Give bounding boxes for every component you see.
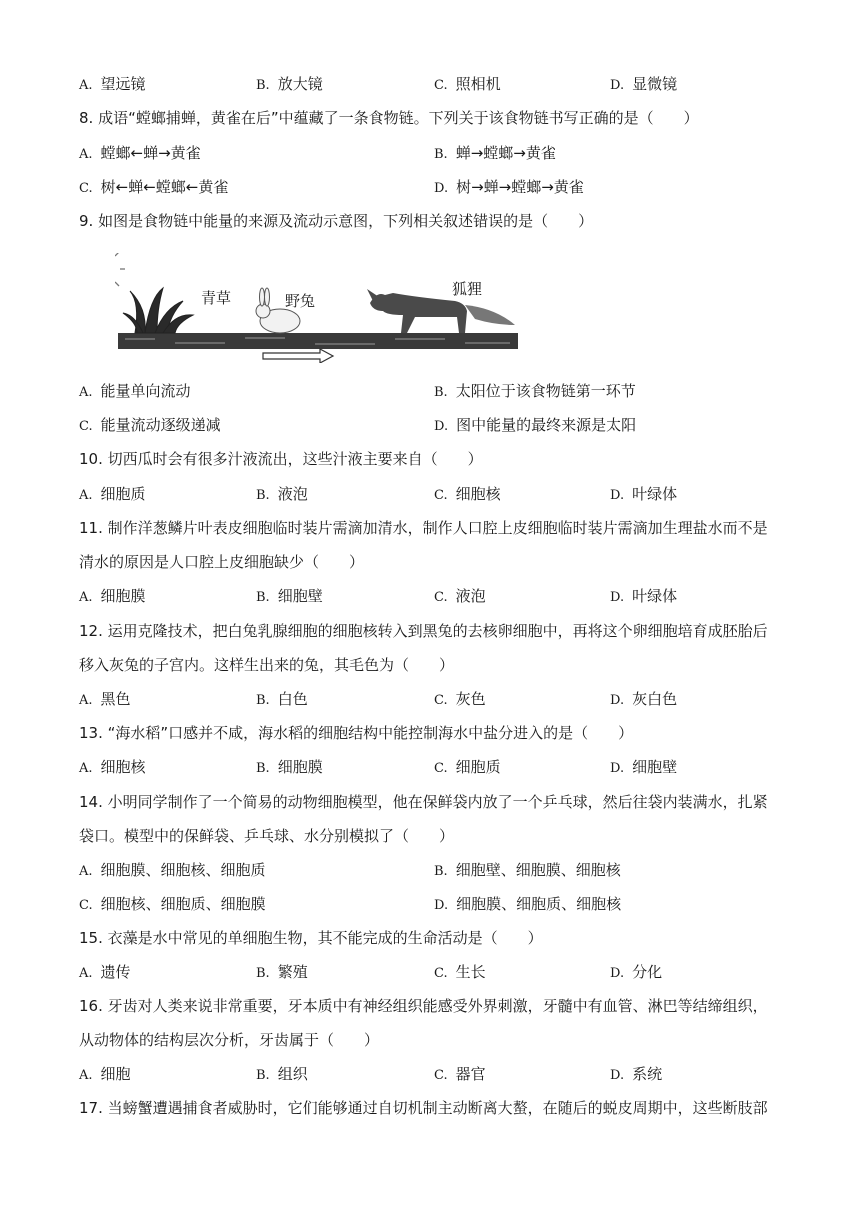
q10-option-b[interactable]: B. 液泡 <box>256 485 308 503</box>
q13-option-b[interactable]: B. 细胞膜 <box>256 758 323 776</box>
label-fox: 狐狸 <box>452 280 483 298</box>
q11-option-c[interactable]: C. 液泡 <box>434 587 486 605</box>
q9-option-d[interactable]: D. 图中能量的最终来源是太阳 <box>434 416 637 434</box>
q16-option-c[interactable]: C. 器官 <box>434 1065 486 1083</box>
label-rabbit: 野兔 <box>285 292 316 310</box>
q7-option-b[interactable]: B. 放大镜 <box>256 75 323 93</box>
q16-option-b[interactable]: B. 组织 <box>256 1065 308 1083</box>
food-chain-figure <box>115 253 520 363</box>
q11-stem-line1: 11. 制作洋葱鳞片叶表皮细胞临时装片需滴加清水，制作人口腔上皮细胞临时装片需滴加生理盐水而不是 <box>79 519 768 537</box>
q9-option-a[interactable]: A. 能量单向流动 <box>79 382 191 400</box>
q7-option-c[interactable]: C. 照相机 <box>434 75 501 93</box>
q10-stem: 10. 切西瓜时会有很多汁液流出，这些汁液主要来自（ ） <box>79 450 483 468</box>
fox-figure <box>367 289 515 333</box>
q13-option-d[interactable]: D. 细胞壁 <box>610 758 678 776</box>
grass-plant <box>123 288 193 333</box>
energy-flow-arrow-icon <box>263 349 333 363</box>
q8-option-d[interactable]: D. 树→蝉→螳螂→黄雀 <box>434 178 584 196</box>
q9-option-c[interactable]: C. 能量流动逐级递减 <box>79 416 221 434</box>
q8-option-a[interactable]: A. 螳螂←蝉→黄雀 <box>79 144 201 162</box>
q11-option-b[interactable]: B. 细胞壁 <box>256 587 323 605</box>
q7-option-a[interactable]: A. 望远镜 <box>79 75 146 93</box>
q11-option-a[interactable]: A. 细胞膜 <box>79 587 146 605</box>
q16-option-a[interactable]: A. 细胞 <box>79 1065 131 1083</box>
q13-option-c[interactable]: C. 细胞质 <box>434 758 501 776</box>
q8-stem: 8. 成语“螳螂捕蝉，黄雀在后”中蕴藏了一条食物链。下列关于该食物链书写正确的是（ ） <box>79 109 699 127</box>
q12-stem-line1: 12. 运用克隆技术，把白兔乳腺细胞的细胞核转入到黑兔的去核卵细胞中，再将这个卵细胞培育成胚胎后 <box>79 622 768 640</box>
q8-option-c[interactable]: C. 树←蝉←螳螂←黄雀 <box>79 178 229 196</box>
q10-option-c[interactable]: C. 细胞核 <box>434 485 501 503</box>
q9-stem: 9. 如图是食物链中能量的来源及流动示意图，下列相关叙述错误的是（ ） <box>79 212 594 230</box>
q9-option-b[interactable]: B. 太阳位于该食物链第一环节 <box>434 382 636 400</box>
q10-option-a[interactable]: A. 细胞质 <box>79 485 146 503</box>
q12-option-a[interactable]: A. 黑色 <box>79 690 131 708</box>
q12-option-c[interactable]: C. 灰色 <box>434 690 486 708</box>
q8-option-b[interactable]: B. 蝉→螳螂→黄雀 <box>434 144 556 162</box>
q15-option-a[interactable]: A. 遗传 <box>79 963 131 981</box>
q10-option-d[interactable]: D. 叶绿体 <box>610 485 678 503</box>
q17-stem-line1: 17. 当螃蟹遭遇捕食者威胁时，它们能够通过自切机制主动断离大螯，在随后的蜕皮周期中，这些断肢部 <box>79 1099 768 1117</box>
q16-stem-line1: 16. 牙齿对人类来说非常重要，牙本质中有神经组织能感受外界刺激，牙髓中有血管、淋巴等结缔组织， <box>79 997 768 1015</box>
sun-icon <box>115 253 125 292</box>
q14-stem-line1: 14. 小明同学制作了一个简易的动物细胞模型，他在保鲜袋内放了一个乒乓球，然后往袋内装满水，扎紧 <box>79 793 768 811</box>
q14-option-a[interactable]: A. 细胞膜、细胞核、细胞质 <box>79 861 266 879</box>
q15-stem: 15. 衣藻是水中常见的单细胞生物，其不能完成的生命活动是（ ） <box>79 929 543 947</box>
q14-option-b[interactable]: B. 细胞壁、细胞膜、细胞核 <box>434 861 621 879</box>
q15-option-b[interactable]: B. 繁殖 <box>256 963 308 981</box>
q12-option-b[interactable]: B. 白色 <box>256 690 308 708</box>
q14-stem-line2: 袋口。模型中的保鲜袋、乒乓球、水分别模拟了（ ） <box>79 827 455 845</box>
q16-stem-line2: 从动物体的结构层次分析，牙齿属于（ ） <box>79 1031 380 1049</box>
q12-stem-line2: 移入灰兔的子宫内。这样生出来的兔，其毛色为（ ） <box>79 656 455 674</box>
q15-option-c[interactable]: C. 生长 <box>434 963 486 981</box>
q11-option-d[interactable]: D. 叶绿体 <box>610 587 678 605</box>
label-grass: 青草 <box>201 289 232 307</box>
q13-option-a[interactable]: A. 细胞核 <box>79 758 146 776</box>
q11-stem-line2: 清水的原因是人口腔上皮细胞缺少（ ） <box>79 553 365 571</box>
q14-option-c[interactable]: C. 细胞核、细胞质、细胞膜 <box>79 895 266 913</box>
q14-option-d[interactable]: D. 细胞膜、细胞质、细胞核 <box>434 895 622 913</box>
q15-option-d[interactable]: D. 分化 <box>610 963 663 981</box>
q13-stem: 13. “海水稻”口感并不咸，海水稻的细胞结构中能控制海水中盐分进入的是（ ） <box>79 724 634 742</box>
q12-option-d[interactable]: D. 灰白色 <box>610 690 678 708</box>
ground-strip <box>118 333 518 349</box>
q16-option-d[interactable]: D. 系统 <box>610 1065 663 1083</box>
q7-option-d[interactable]: D. 显微镜 <box>610 75 678 93</box>
